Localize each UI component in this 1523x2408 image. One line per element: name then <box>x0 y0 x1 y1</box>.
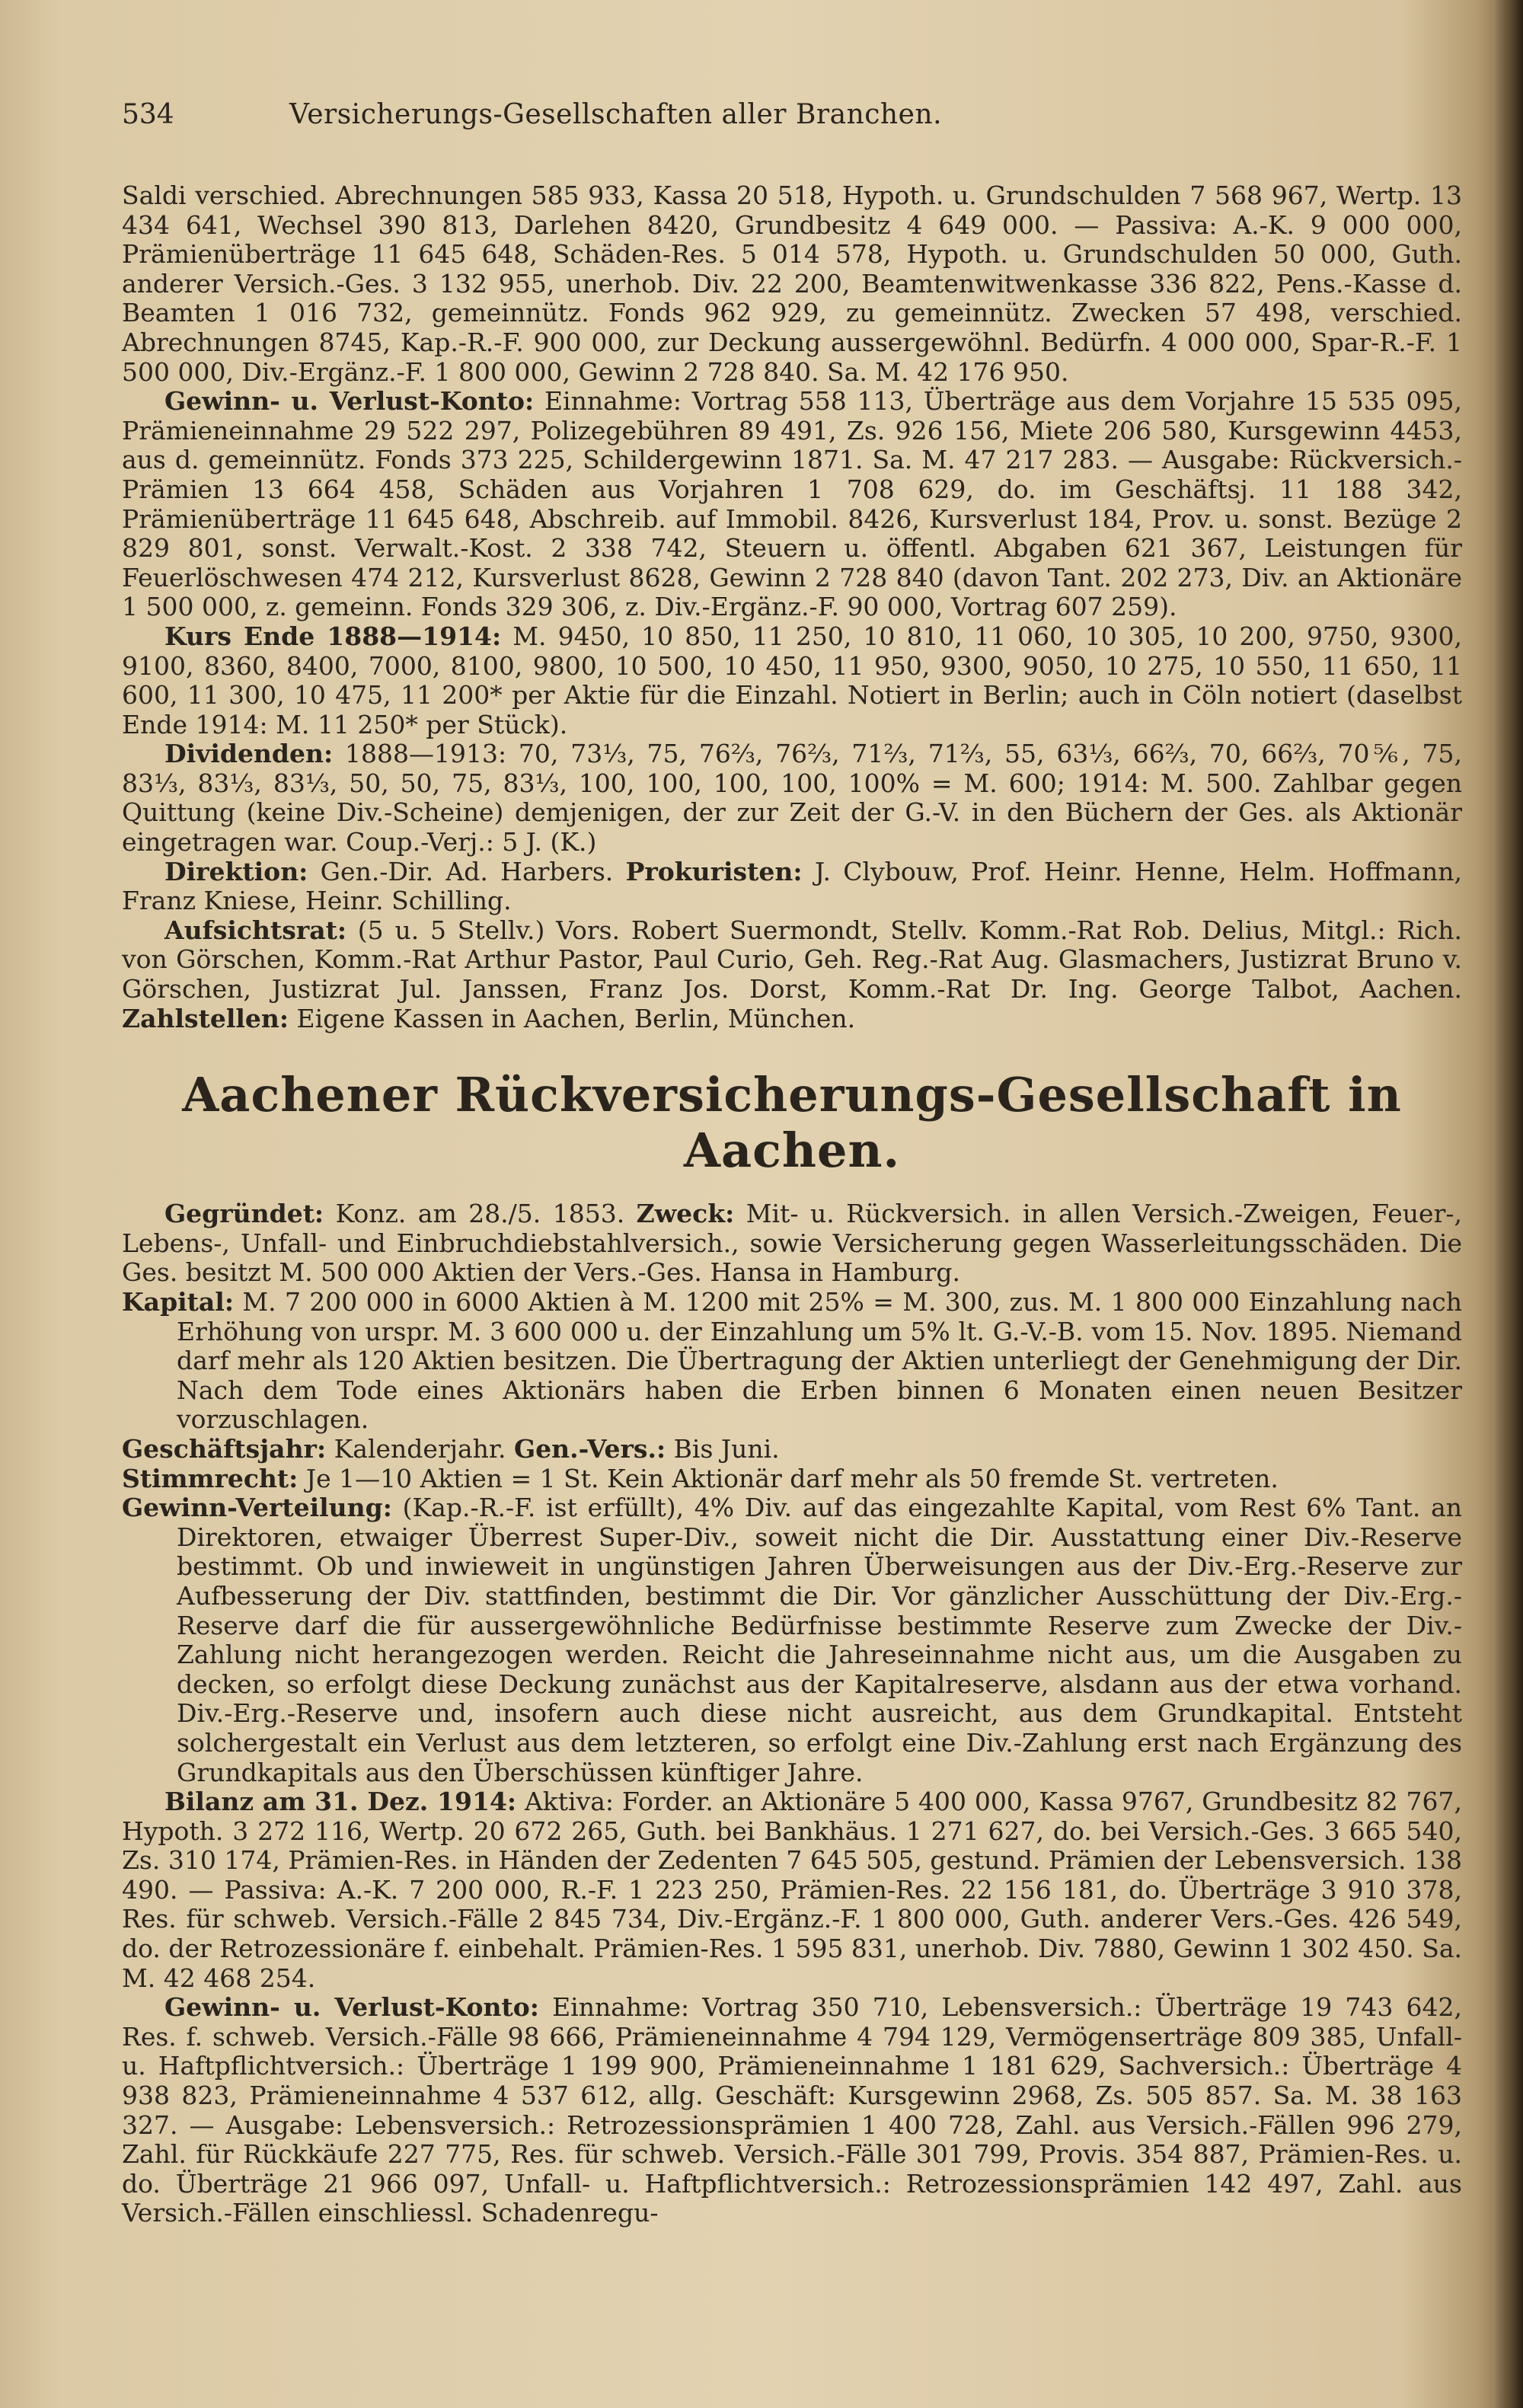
gewinn-verlust-label: Gewinn- u. Verlust-Konto: <box>164 386 535 417</box>
stimmrecht-label: Stimmrecht: <box>122 1463 299 1493</box>
page-number: 534 <box>122 99 174 130</box>
kapital-label: Kapital: <box>122 1287 235 1317</box>
running-head: Versicherungs-Gesellschaften aller Branchen. <box>289 99 943 130</box>
direktion-label: Direktion: <box>164 856 308 886</box>
gegruendet-paragraph <box>122 1199 1462 1288</box>
gewinn-verlust-paragraph <box>122 387 1462 622</box>
gegruendet-text: Konz. am 28./5. 1853. <box>324 1199 637 1229</box>
page-header <box>122 99 1462 145</box>
aufsichtsrat-label: Aufsichtsrat: <box>164 915 347 945</box>
geschaeftsjahr-text: Kalenderjahr. <box>326 1433 514 1464</box>
gewinn-verlust-konto-text: Einnahme: Vortrag 350 710, Lebensversich.: Überträge 19 743 642, Res. f. schweb. Versich.-Fälle 98 666, Prämieneinnahme 4 794 129, Vermögenserträge 809 385, Unfall- u. Haftpflichtversich.: Überträge 1 199 900, Prämieneinnahme 1 181 629, Sachversich.: Überträge 4 938 823, Prämieneinnahme 4 537 612, allg. Geschäft: Kursgewinn 2968, Zs. 505 857. Sa. M. 38 163 327. — Ausgabe: Lebensversich.: Retrozessionsprämien 1 400 728, Zahl. aus Versich.-Fällen 996 279, Zahl. für Rückkäufe 227 775, Res. für schweb. Versich.-Fälle 301 799, Provis. 354 887, Prämien-Res. u. do. Überträge 21 966 097, Unfall- u. Haftpflichtversich.: Retrozessionsprämien 142 497, Zahl. aus Versich.-Fällen einschliessl. Schadenregu- <box>122 1992 1462 2228</box>
prokuristen-label: Prokuristen: <box>625 856 803 886</box>
kurs-text: M. 9450, 10 850, 11 250, 10 810, 11 060, 10 305, 10 200, 9750, 9300, 9100, 8360, 8400, 7000, 8100, 9800, 10 500, 10 450, 11 950, 9300, 9050, 10 275, 10 550, 11 650, 11 600, 11 300, 10 475, 11 200* per Aktie für die Einzahl. Notiert in Berlin; auch in Cöln notiert (daselbst Ende 1914: M. 11 250* per Stück). <box>122 621 1462 739</box>
direktion-paragraph <box>122 857 1462 916</box>
direktion-text: Gen.-Dir. Ad. Harbers. <box>308 856 626 886</box>
gegruendet-label: Gegründet: <box>164 1199 324 1229</box>
page-content <box>122 99 1462 2228</box>
bilanz-text: Aktiva: Forder. an Aktionäre 5 400 000, Kassa 9767, Grundbesitz 82 767, Hypoth. 3 272 116, Wertp. 20 672 265, Guth. bei Bankhäus. 1 271 627, do. bei Versich.-Ges. 3 665 540, Zs. 310 174, Prämien-Res. in Händen der Zedenten 7 645 505, gestund. Prämien der Lebensversich. 138 490. — Passiva: A.-K. 7 200 000, R.-F. 1 223 250, Prämien-Res. 22 156 181, do. Überträge 3 910 378, Res. für schweb. Versich.-Fälle 2 845 734, Div.-Ergänz.-F. 1 800 000, Guth. anderer Vers.-Ges. 426 549, do. der Retrozessionäre f. einbehalt. Prämien-Res. 1 595 831, unerhob. Div. 7880, Gewinn 1 302 450. Sa. M. 42 468 254. <box>122 1787 1463 1993</box>
kapital-paragraph <box>122 1288 1462 1435</box>
zweck-label: Zweck: <box>636 1199 735 1229</box>
stimmrecht-text: Je 1—10 Aktien = 1 St. Kein Aktionär darf mehr als 50 fremde St. vertreten. <box>298 1463 1279 1493</box>
zweck-text: Mit- u. Rückversich. in allen Versich.-Zweigen, Feuer-, Lebens-, Unfall- und Einbruchdiebstahlversich., sowie Versicherung gegen Wasserleitungsschäden. Die Ges. besitzt M. 500 000 Aktien der Vers.-Ges. Hansa in Hamburg. <box>122 1199 1462 1288</box>
geschaeftsjahr-paragraph <box>122 1435 1462 1464</box>
gewinn-verlust-konto-paragraph <box>122 1993 1462 2228</box>
aufsichtsrat-paragraph <box>122 916 1462 1033</box>
zahlstellen-label: Zahlstellen: <box>122 1003 289 1033</box>
gewinn-verteilung-text: (Kap.-R.-F. ist erfüllt), 4% Div. auf das eingezahlte Kapital, vom Rest 6% Tant. an Direktoren, etwaiger Überrest Super-Div., soweit nicht die Dir. Ausstattung einer Div.-Reserve bestimmt. Ob und inwieweit in ungünstigen Jahren Überweisungen aus der Div.-Erg.-Reserve zur Aufbesserung der Div. stattfinden, bestimmt die Dir. Vor gänzlicher Ausschüttung der Div.-Erg.-Reserve darf die für aussergewöhnliche Bedürfnisse bestimmte Reserve zum Zwecke der Div.-Zahlung nicht herangezogen werden. Reicht die Jahreseinnahme nicht aus, um die Ausgaben zu decken, so erfolgt diese Deckung zunächst aus der Kapitalreserve, alsdann aus der etwa vorhand. Div.-Erg.-Reserve und, insofern auch diese nicht ausreicht, aus dem Grundkapital. Entsteht solchergestalt ein Verlust aus dem letzteren, so erfolgt eine Div.-Zahlung erst nach Ergänzung des Grundkapitals aus den Überschüssen künftiger Jahre. <box>177 1493 1462 1787</box>
stimmrecht-paragraph <box>122 1464 1462 1494</box>
gewinn-verteilung-paragraph <box>122 1493 1462 1787</box>
prokuristen-text: J. Clybouw, Prof. Heinr. Henne, Helm. Hoffmann, Franz Kniese, Heinr. Schilling. <box>122 856 1463 916</box>
company-title: Aachener Rückversicherungs-Gesellschaft in Aachen. <box>182 1067 1402 1179</box>
aufsichtsrat-text: (5 u. 5 Stellv.) Vors. Robert Suermondt, Stellv. Komm.-Rat Rob. Delius, Mitgl.: Rich. von Görschen, Komm.-Rat Arthur Pastor, Paul Curio, Geh. Reg.-Rat Aug. Glasmachers, Justizrat Bruno v. Görschen, Justizrat Jul. Janssen, Franz Jos. Dorst, Komm.-Rat Dr. Ing. George Talbot, Aachen. <box>122 915 1462 1004</box>
saldi-text: Saldi verschied. Abrechnungen 585 933, Kassa 20 518, Hypoth. u. Grundschulden 7 568 967, Wertp. 13 434 641, Wechsel 390 813, Darlehen 8420, Grundbesitz 4 649 000. — Passiva: A.-K. 9 000 000, Prämienüberträge 11 645 648, Schäden-Res. 5 014 578, Hypoth. u. Grundschulden 50 000, Guth. anderer Versich.-Ges. 3 132 955, unerhob. Div. 22 200, Beamtenwitwenkasse 336 822, Pens.-Kasse d. Beamten 1 016 732, gemeinnütz. Fonds 962 929, zu gemeinnütz. Zwecken 57 498, verschied. Abrechnungen 8745, Kap.-R.-F. 900 000, zur Deckung aussergewöhnl. Bedürfn. 4 000 000, Spar-R.-F. 1 500 000, Div.-Ergänz.-F. 1 800 000, Gewinn 2 728 840. Sa. M. 42 176 950. <box>122 180 1462 387</box>
saldi-paragraph <box>122 181 1462 387</box>
gen-vers-text: Bis Juni. <box>666 1433 780 1464</box>
kurs-paragraph <box>122 622 1462 739</box>
gen-vers-label: Gen.-Vers.: <box>514 1433 666 1464</box>
dividenden-text: 1888—1913: 70, 73⅓, 75, 76⅔, 76⅔, 71⅔, 71⅔, 55, 63⅓, 66⅔, 70, 66⅔, 70⅚, 75, 83⅓, 83⅓, 83⅓, 50, 50, 75, 83⅓, 100, 100, 100, 100, 100% = M. 600; 1914: M. 500. Zahlbar gegen Quittung (keine Div.-Scheine) demjenigen, der zur Zeit der G.-V. in den Büchern der Ges. als Aktionär eingetragen war. Coup.-Verj.: 5 J. (K.) <box>122 739 1462 857</box>
kapital-text: M. 7 200 000 in 6000 Aktien à M. 1200 mit 25% = M. 300, zus. M. 1 800 000 Einzahlung nach Erhöhung von urspr. M. 3 600 000 u. der Einzahlung um 5% lt. G.-V.-B. vom 15. Nov. 1895. Niemand darf mehr als 120 Aktien besitzen. Die Übertragung der Aktien unterliegt der Genehmigung der Dir. Nach dem Tode eines Aktionärs haben die Erben binnen 6 Monaten einen neuen Besitzer vorzuschlagen. <box>177 1287 1462 1435</box>
book-binding-shadow <box>1494 0 1523 2408</box>
gewinn-verteilung-label: Gewinn-Verteilung: <box>122 1493 392 1523</box>
gewinn-verlust-text: Einnahme: Vortrag 558 113, Überträge aus dem Vorjahre 15 535 095, Prämieneinnahme 29 522 297, Polizegebühren 89 491, Zs. 926 156, Miete 206 580, Kursgewinn 4453, aus d. gemeinnütz. Fonds 373 225, Schildergewinn 1871. Sa. M. 47 217 283. — Ausgabe: Rückversich.-Prämien 13 664 458, Schäden aus Vorjahren 1 708 629, do. im Geschäftsj. 11 188 342, Prämienüberträge 11 645 648, Abschreib. auf Immobil. 8426, Kursverlust 184, Prov. u. sonst. Bezüge 2 829 801, sonst. Verwalt.-Kost. 2 338 742, Steuern u. öffentl. Abgaben 621 367, Leistungen für Feuerlöschwesen 474 212, Kursverlust 8628, Gewinn 2 728 840 (davon Tant. 202 273, Div. an Aktionäre 1 500 000, z. gemeinn. Fonds 329 306, z. Div.-Ergänz.-F. 90 000, Vortrag 607 259). <box>122 386 1462 622</box>
kurs-label: Kurs Ende 1888—1914: <box>164 621 502 651</box>
dividenden-label: Dividenden: <box>164 739 334 769</box>
bilanz-label: Bilanz am 31. Dez. 1914: <box>164 1787 517 1817</box>
bilanz-paragraph <box>122 1787 1462 1993</box>
zahlstellen-text: Eigene Kassen in Aachen, Berlin, München. <box>289 1003 856 1033</box>
geschaeftsjahr-label: Geschäftsjahr: <box>122 1433 327 1464</box>
gewinn-verlust-konto-label: Gewinn- u. Verlust-Konto: <box>164 1992 539 2023</box>
dividenden-paragraph <box>122 739 1462 857</box>
